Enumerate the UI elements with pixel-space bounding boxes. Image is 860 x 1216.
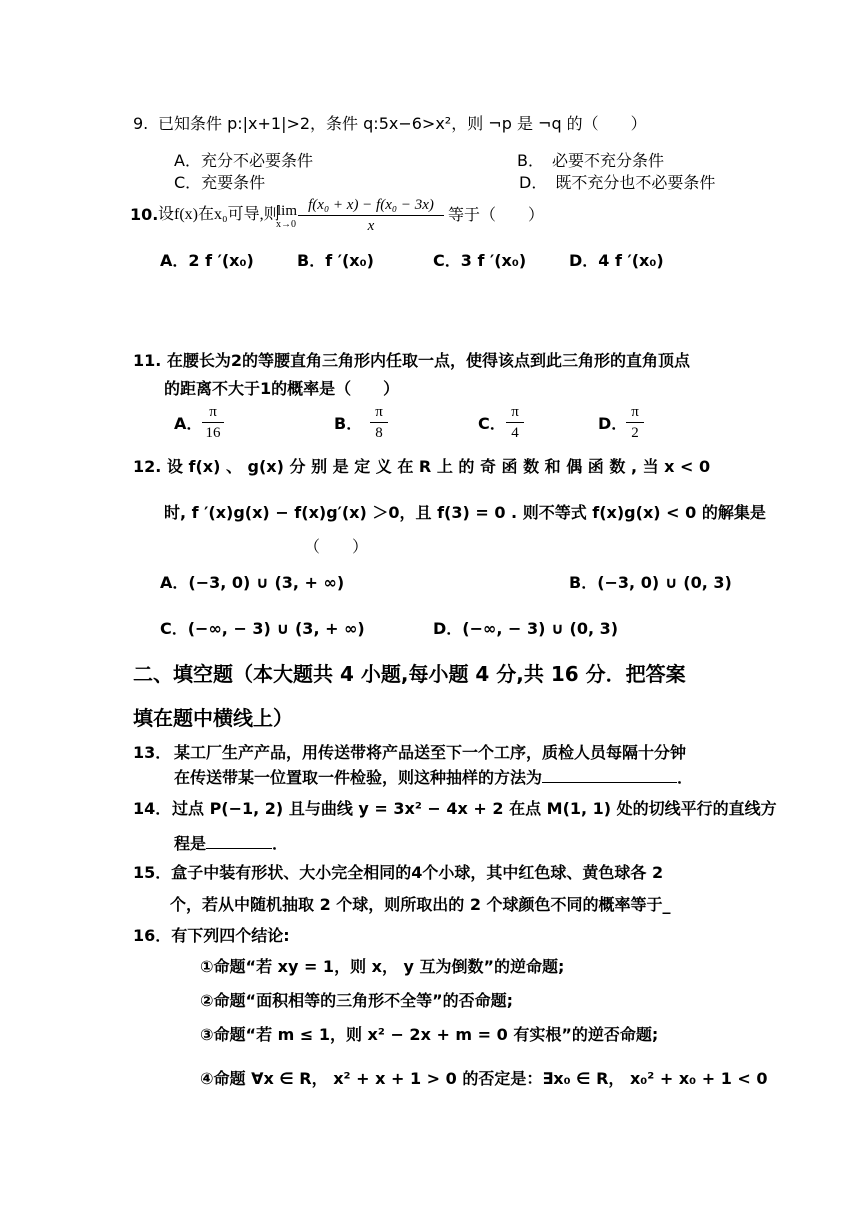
q14-line1: 过点 P(−1, 2) 且与曲线 y = 3x² − 4x + 2 在点 M(1, 1) 处的切线平行的直线方 — [172, 799, 777, 818]
q12-option-a: A．(−3, 0) ∪ (3, + ∞) — [160, 573, 345, 592]
q11-option-b-label: B． — [334, 414, 363, 433]
fraction-bar — [506, 422, 524, 423]
q15-line2: 个，若从中随机抽取 2 个球，则所取出的 2 个球颜色不同的概率等于_ — [170, 895, 671, 914]
q10-number: 10. — [130, 205, 159, 224]
q13-line2 — [174, 766, 693, 789]
q11-line2: 的距离不大于1的概率是（ ） — [164, 379, 400, 398]
q9-text: 已知条件 p:|x+1|>2，条件 q:5x−6>x²，则 ¬p 是 ¬q 的（ ） — [158, 114, 647, 133]
q11-option-c-label: C． — [478, 414, 506, 433]
q12-paren: （ ） — [304, 537, 369, 556]
fraction-denominator: 2 — [631, 425, 639, 441]
q10-lead: 设f(x)在x₀可导,则 — [158, 206, 280, 223]
q9-option-a: A．充分不必要条件 — [174, 151, 313, 170]
q11-line1: 11. 在腰长为2的等腰直角三角形内任取一点，使得该点到此三角形的直角顶点 — [133, 351, 691, 370]
q9-option-d: D． 既不充分也不必要条件 — [519, 173, 716, 192]
q11-option-d-fraction — [626, 403, 644, 442]
q10-tail: 等于（ ） — [448, 205, 545, 224]
q12-line1: 12. 设 f(x) 、 g(x) 分 别 是 定 义 在 R 上 的 奇 函 数 和 偶 函 数 , 当 x < 0 — [133, 457, 711, 476]
q10-option-d: D．4 f ′(x₀) — [569, 251, 664, 270]
q12-option-c: C．(−∞, − 3) ∪ (3, + ∞) — [160, 619, 365, 638]
fraction-numerator: π — [375, 404, 383, 420]
q10-option-b: B．f ′(x₀) — [297, 251, 374, 270]
fraction-numerator: π — [209, 404, 217, 420]
q13-line1: 某工厂生产产品，用传送带将产品送至下一个工序，质检人员每隔十分钟 — [174, 743, 687, 762]
q12-line2: 时, f ′(x)g(x) − f(x)g′(x) ＞0，且 f(3) = 0 . 则不等式 f(x)g(x) < 0 的解集是 — [164, 503, 766, 522]
q16-item-3: ③命题“若 m ≤ 1，则 x² − 2x + m = 0 有实根”的逆否命题; — [200, 1025, 659, 1044]
q11-option-c-fraction — [506, 403, 524, 442]
q12-option-d: D．(−∞, − 3) ∪ (0, 3) — [433, 619, 619, 638]
q16-item-1: ①命题“若 xy = 1，则 x， y 互为倒数”的逆命题; — [200, 957, 565, 976]
fraction-numerator: π — [511, 404, 519, 420]
section2-heading-line1: 二、填空题（本大题共 4 小题,每小题 4 分,共 16 分．把答案 — [133, 662, 686, 686]
q10-lim-subscript: x→0 — [276, 219, 296, 230]
q9-option-b: B． 必要不充分条件 — [517, 151, 664, 170]
q16-heading: 16．有下列四个结论: — [133, 926, 290, 945]
q11-option-a-label: A． — [174, 414, 203, 433]
q14-line2 — [174, 832, 288, 855]
q12-option-b: B．(−3, 0) ∪ (0, 3) — [569, 573, 732, 592]
q10-option-a: A．2 f ′(x₀) — [160, 251, 254, 270]
q11-option-b-fraction — [370, 403, 388, 442]
q16-item-2: ②命题“面积相等的三角形不全等”的否命题; — [200, 991, 513, 1010]
fraction-numerator: π — [631, 404, 639, 420]
q16-item-4: ④命题 ∀x ∈ R， x² + x + 1 > 0 的否定是：∃x₀ ∈ R， x₀² + x₀ + 1 < 0 — [200, 1069, 768, 1088]
q14-line2-text: 程是 — [174, 834, 207, 853]
fraction-bar — [202, 422, 224, 423]
fraction-denominator: 16 — [205, 425, 221, 441]
fraction-bar — [370, 422, 388, 423]
fraction-bar — [298, 215, 444, 216]
q14-number: 14． — [133, 799, 172, 818]
q11-option-d-label: D． — [598, 414, 628, 433]
q10-denominator: x — [367, 218, 375, 234]
q13-line2-text: 在传送带某一位置取一件检验，则这种抽样的方法为 — [174, 768, 543, 787]
q10-fraction — [298, 196, 444, 235]
q9-option-c: C．充要条件 — [174, 173, 266, 192]
fraction-denominator: 8 — [375, 425, 383, 441]
q10-option-c: C．3 f ′(x₀) — [433, 251, 527, 270]
q13-end: ． — [677, 768, 694, 787]
fraction-denominator: 4 — [511, 425, 519, 441]
q15-line1: 15．盒子中装有形状、大小完全相同的4个小球，其中红色球、黄色球各 2 — [133, 863, 664, 882]
q9-number: 9. — [133, 114, 149, 133]
q11-option-a-fraction — [202, 403, 224, 442]
answer-blank[interactable] — [206, 832, 272, 849]
section2-heading-line2: 填在题中横线上） — [133, 706, 293, 730]
fraction-bar — [626, 422, 644, 423]
q10-lim: lim — [277, 203, 298, 219]
q14-end: ． — [272, 834, 289, 853]
q10-numerator: f(x₀ + x) − f(x₀ − 3x) — [308, 197, 434, 213]
answer-blank[interactable] — [542, 766, 677, 783]
q13-number: 13． — [133, 743, 172, 762]
